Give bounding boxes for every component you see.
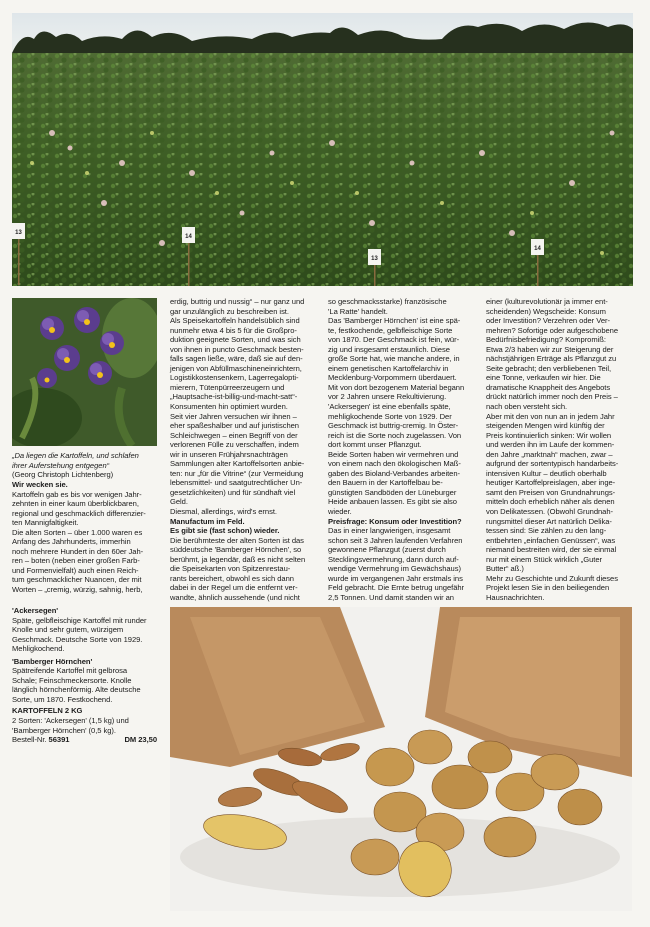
body-line: so geschmacksstarke) französische [328,297,447,306]
body-line: duktion geeignete Sorten, und was sich [170,335,301,345]
body-line: oder Investition? Verzehren oder Ver- [486,316,610,326]
product-contents: 'Bamberger Hörnchen' (0,5 kg). [12,725,116,735]
row-marker-label: 13 [371,256,378,262]
col1-body [12,490,162,595]
body-line: „Hauptsache-ist-billig-und-macht-satt“- [170,392,298,402]
product-contents: 2 Sorten: 'Ackersegen' (1,5 kg) und [12,716,129,726]
body-line: mitteln doch erheblich näher als denen [486,497,615,507]
body-line: rants bereichert, obwohl es sich dann [170,573,294,583]
body-line: 'Ackersegen' ist eine ebenfalls späte, [328,402,451,412]
body-line: Seite gebracht; den verbliebenen Teil, [486,363,612,373]
body-line: Heide anbauen lassen. Es gibt sie also [328,497,457,507]
potato-field-photo [12,13,633,286]
body-line: 2,5 Tonnen. Und damit standen wir an [328,592,454,602]
variety-name: 'Ackersegen' [12,606,59,615]
body-line: günstigten Sandböden der Lüneburger [328,487,457,497]
body-line: Preis kontinuierlich sinken: Wir wollen [486,430,612,440]
body-line: gesetzlichkeiten) und für sündhaft viel [170,487,296,497]
body-line: drückt natürlich immer noch den Preis – [486,392,618,402]
body-line: einer (kulturevolutionär ja immer ent- [486,297,608,306]
price: DM 23,50 [124,735,157,745]
body-line: Etwa 2/3 haben wir zur Steigerung der [486,344,614,354]
section-heading: Manufactum im Feld. [170,516,245,526]
body-line: dramatische Knappheit des Angebots [486,382,611,392]
body-line: aufgrund der sortentypisch handarbeits- [486,459,619,469]
body-line: mierern, Tütenpürreerzeugern und [170,382,285,392]
column-1 [12,480,162,595]
body-line: Kartoffeln gab es bis vor wenigen Jahr- [12,489,142,499]
order-row [12,735,157,745]
body-line: 'La Ratte' handelt. [328,306,388,316]
body-line: Stecklingsvermehrung, dann durch auf- [328,554,459,564]
body-line: zig und insgesamt erstaunlich. Diese [328,344,450,354]
body-line: schon seit 3 Jahren laufenden Verfahren [328,535,463,545]
body-line: erdig, buttrig und nussig“ – nur ganz und [170,297,305,306]
body-line: wieder. [328,507,352,517]
body-line: Sammlungen alter Kartoffelsorten anbie- [170,459,305,469]
variety-description: Schale; Feinschmeckersorte. Knolle [12,675,132,685]
potato-field-image [12,13,633,286]
body-line: den Bauern in der Kartoffelbau be- [328,478,443,488]
caption-author: (Georg Christoph Lichtenberg) [12,470,114,479]
body-line: Bedürfnisbefriedigung? Kompromiß: [486,335,606,345]
caption-quote-line: ihrer Auferstehung entgegen“ [12,460,110,470]
variety-description: Geschmack. Deutsche Sorte von 1929. [12,634,143,644]
body-line: den Jahre „marktnah“ machen, zwar – [486,449,613,459]
body-line: rungsmittel dieser Art natürlich Delika- [486,516,612,526]
body-line: Beide Sorten haben wir vermehren und [328,449,459,459]
body-line: Hausnachrichten. [486,592,545,602]
row-marker-label: 13 [15,230,22,236]
variety-description: Mehligkochend. [12,644,65,654]
body-line: entbehrten „einfachen Genüssen“, was [486,535,616,545]
variety-name: 'Bamberger Hörnchen' [12,656,93,666]
potato-flower-image [12,298,157,446]
body-line: einem genetischen Kartoffelarchiv in [328,363,449,373]
body-line: Diesmal, allerdings, wird's ernst. [170,507,277,517]
body-line: dort kommt unser Pflanzgut. [328,440,422,450]
body-line: Geld. [170,497,188,507]
body-line: Die alten Sorten – über 1.000 waren es [12,527,143,537]
order-number-group [12,735,69,745]
body-line: jenigen von Abfüllmaschineneinrichtern, [170,363,302,373]
row-marker-label: 14 [534,246,541,252]
body-line: nach oben versteht sich. [486,402,568,412]
section-heading: Wir wecken sie. [12,480,68,489]
body-line: Die berühmteste der alten Sorten ist das [170,535,304,545]
body-line: Mit von dort bezogenem Material begann [328,382,465,392]
body-line: nunmehr etwa 4 bis 5 für die Großpro- [170,325,297,335]
caption-quote-line: „Da liegen die Kartoffeln, und schlafen [12,451,139,460]
column-3 [328,297,478,603]
body-line: gewonnene Pflanzgut (zuerst durch [328,545,446,555]
body-line: falls sagen ließe, wäre, daß sie auf den- [170,354,303,364]
body-line: von 1870. Der Geschmack ist fein, wür- [328,335,460,345]
body-line: intensiven Kultur – deutlich oberhalb [486,468,607,478]
body-line: reich ist die Sorte noch zugelassen. Von [328,430,462,440]
body-line: Konsumenten hin optimiert wurden. [170,402,288,412]
flower-caption [12,451,162,470]
product-info [12,606,164,745]
section-heading: Es gibt sie (fast schon) wieder. [170,526,280,536]
body-line: heutiger Kartoffelpreislagen, aber inge- [486,478,616,488]
body-line: vor 2 Jahren unsere Rekultivierung. [328,392,447,402]
body-line: wandte, ähnlich aussehende (und nicht [170,592,300,602]
body-line: Seit vier Jahren versuchen wir ihnen – [170,411,297,421]
body-line: scheidenden) Wegscheide: Konsum [486,306,606,316]
body-line: tessen sind: Sie zählen zu den lang- [486,526,607,536]
variety-description: Sorte, um 1870. Festkochend. [12,694,113,704]
body-line: gaben des Bioland-Verbandes arbeiten- [328,468,460,478]
body-line: ren – boten (neben einer großen Farb- [12,556,140,566]
body-line: und werden ihn im Laufe der kommen- [486,440,615,450]
body-line: lebensmittel- und saatgutrechtlicher Un- [170,478,303,488]
column-4 [486,297,636,603]
body-line: ten Mannigfaltigkeit. [12,518,79,528]
body-line: nächstjährigen Erträge als Pflanzgut zu [486,354,617,364]
body-line: Geschmack ist buttrig-cremig. In Öster- [328,421,459,431]
body-line: samt den Preisen von Grundnahrungs- [486,487,616,497]
body-line: süddeutsche 'Bamberger Hörnchen', so [170,545,302,555]
body-line: gar unzulänglich zu beschreiben ist. [170,306,289,316]
potato-flower-photo [12,298,157,446]
body-line: nur mit einem Stück wirklich „Guter [486,554,602,564]
body-line: tum geschmacklicher Nuancen, der mit [12,575,142,585]
row-marker-label: 14 [185,234,192,240]
body-line: wendige Vermehrung im Gewächshaus) [328,564,461,574]
column-2 [170,297,320,603]
body-line: dabei in der Regel um die entfernt ver- [170,583,298,593]
section-heading: Preisfrage: Konsum oder Investition? [328,516,462,526]
body-line: Projekt lesen Sie in den beiliegenden [486,583,610,593]
body-line: und Formenvielfalt) auch einen Reich- [12,565,139,575]
body-line: noch mehrere Hundert in den 60er Jah- [12,546,144,556]
body-line: von ihnen in puncto Geschmack besten- [170,344,304,354]
body-line: Worten – „cremig, würzig, sahnig, herb, [12,585,143,595]
body-line: mehligkochende Sorte von 1929. Der [328,411,452,421]
body-line: Butter“ aß.) [486,564,524,574]
body-line: eher spaßeshalber und auf juristischen [170,421,299,431]
body-line: Mecklenburg-Vorpommern überdauert. [328,373,457,383]
potatoes-image [170,607,632,911]
body-line: wurde im vergangenen Jahr erstmals ins [328,573,463,583]
body-line: Das 'Bamberger Hörnchen' ist eine spä- [328,316,461,326]
potatoes-photo [170,607,632,911]
body-line: große Sorte hat, wie manche andere, in [328,354,460,364]
variety-description: Spätreifende Kartoffel mit gelbrosa [12,666,128,676]
body-line: mehren? Sofortige oder aufgeschobene [486,325,619,335]
body-line: ten: nur „für die Vitrine“ (zur Vermeidung [170,468,304,478]
body-line: die Speisekarten von Spitzenrestau- [170,564,291,574]
body-line: Feld gebracht. Die Ernte betrug ungefähr [328,583,465,593]
body-line: zehnten in einer kaum überblickbaren, [12,499,139,509]
product-title: KARTOFFELN 2 KG [12,706,83,716]
body-line: verlorenen Fülle zu verschaffen, indem [170,440,299,450]
body-line: steigenden Mengen wird künftig der [486,421,605,431]
body-line: Anfang des Jahrhunderts, immerhin [12,537,131,547]
order-number: 56391 [48,735,70,745]
body-line: Aber mit den von nun an in jedem Jahr [486,411,615,421]
body-line: regional und geschmacklich differenzier- [12,508,146,518]
body-line: te, festkochende, gelbfleischige Sorte [328,325,453,335]
body-line: Logistikkostensenkern, Lagerregalopti- [170,373,299,383]
body-line: berühmt, ja legendär, daß es nicht selten [170,554,306,564]
body-line: Schleichwegen – einen Begriff von der [170,430,298,440]
variety-description: Knolle und sehr gutem, würzigem [12,625,124,635]
variety-description: länglich hörnchenförmig. Alte deutsche [12,685,141,695]
body-line: niemand bestreiten wird, der sie einmal [486,545,617,555]
body-line: von Delikatessen. (Obwohl Grundnah- [486,507,613,517]
body-line: Mehr zu Geschichte und Zukunft dieses [486,573,618,583]
order-label: Bestell-Nr. [12,735,47,745]
body-line: von einem nach den ökologischen Maß- [328,459,461,469]
body-line: wir in unseren Frühjahrsnachträgen [170,449,288,459]
body-line: eine Tonne, verkaufen wir hier. Die [486,373,601,383]
variety-description: Späte, gelbfleischige Kartoffel mit runder [12,615,147,625]
body-line: Das in einer langwierigen, insgesamt [328,526,451,536]
body-line: Als Speisekartoffeln handelsüblich sind [170,316,300,326]
